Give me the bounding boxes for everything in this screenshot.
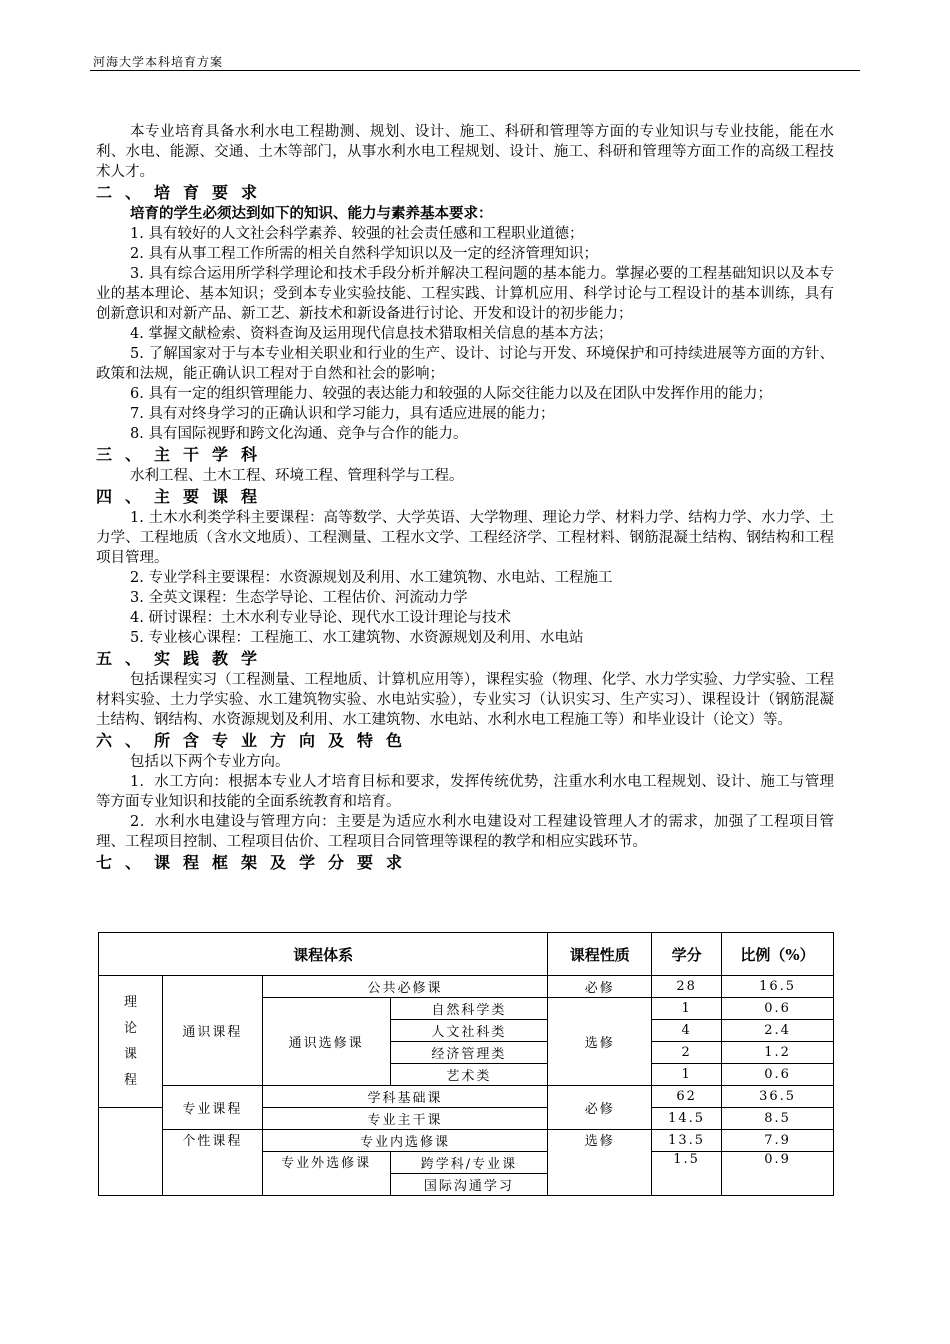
course-item: 1. 土木水利类学科主要课程：高等数学、大学英语、大学物理、理论力学、材料力学、结构力学、水力学、土力学、工程地质（含水文地质）、工程测量、工程水文学、工程经济学、工程材料、钢筋混凝土结构、钢结构和工程项目管理。: [96, 510, 834, 566]
header-system: 课程体系: [99, 933, 548, 976]
ratio-economics: 1.2: [722, 1042, 834, 1064]
section-5-text: 包括课程实习（工程测量、工程地质、计算机应用等），课程实验（物理、化学、水力学实验、力学实验、工程材料实验、土力学实验、水工建筑物实验、水电站实验），专业实习（认识实习、生产实习）、课程设计（钢筋混凝土结构、钢结构、水资源规划及利用、水工建筑物、水电站、水利水电工程施工等）和毕业设计（论文）等。: [96, 672, 834, 728]
ratio-basic: 36.5: [722, 1086, 834, 1108]
credits-humanities: 4: [652, 1020, 722, 1042]
main-course: 专业主干课: [262, 1108, 548, 1130]
credits-arts: 1: [652, 1064, 722, 1086]
credit-table: [98, 932, 834, 1196]
section-6-lead: 包括以下两个专业方向。: [130, 754, 290, 770]
credits-natural: 1: [652, 998, 722, 1020]
credits-basic: 62: [652, 1086, 722, 1108]
table-row: [99, 976, 834, 998]
table-row: [99, 1130, 834, 1152]
requirement-item: 4. 掌握文献检索、资料查询及运用现代信息技术猎取相关信息的基本方法；: [130, 326, 613, 342]
inner-elective: 专业内选修课: [262, 1130, 548, 1152]
running-header: 河海大学本科培育方案: [93, 55, 224, 69]
credits-inner: 13.5: [652, 1130, 722, 1152]
sub-arts: 艺术类: [390, 1064, 548, 1086]
credits-main: 14.5: [652, 1108, 722, 1130]
nature-elective: 选修: [548, 998, 652, 1086]
requirement-item: 7. 具有对终身学习的正确认识和学习能力，具有适应进展的能力；: [130, 406, 555, 422]
sub-economics: 经济管理类: [390, 1042, 548, 1064]
group-theory: [99, 976, 163, 1108]
course-item: 5. 专业核心课程：工程施工、水工建筑物、水资源规划及利用、水电站: [130, 630, 584, 646]
ratio-natural: 0.6: [722, 998, 834, 1020]
nature-elective-2: 选修: [548, 1130, 652, 1196]
header-ratio: 比例（%）: [722, 933, 834, 976]
ratio-humanities: 2.4: [722, 1020, 834, 1042]
ratio-main: 8.5: [722, 1108, 834, 1130]
group-blank: [99, 1130, 163, 1196]
intro-paragraph: 本专业培育具备水利水电工程勘测、规划、设计、施工、科研和管理等方面的专业知识与专业技能，能在水利、水电、能源、交通、土木等部门，从事水利水电工程规划、设计、施工、科研和管理等方面工作的高级工程技术人才。: [96, 124, 834, 180]
section-5-heading: 五、实践教学: [96, 649, 271, 668]
ratio-outer: 0.9: [722, 1152, 834, 1196]
section-6-heading: 六、所含专业方向及特色: [96, 731, 416, 750]
course-item: 4. 研讨课程：土木水利专业导论、现代水工设计理论与技术: [130, 610, 511, 626]
ratio-public: 16.5: [722, 976, 834, 998]
section-3-heading: 三、主干学科: [96, 445, 271, 464]
cross-discipline: 跨学科/专业课: [390, 1152, 548, 1174]
direction-item: 2．水利水电建设与管理方向：主要是为适应水利水电建设对工程建设管理人才的需求，加强了工程项目管理、工程项目控制、工程项目估价、工程项目合同管理等课程的教学和相应实践环节。: [96, 814, 834, 850]
general-course: 通识课程: [162, 976, 262, 1086]
public-required: 公共必修课: [262, 976, 548, 998]
requirement-item: 5. 了解国家对于与本专业相关职业和行业的生产、设计、讨论与开发、环境保护和可持续进展等方面的方针、政策和法规，能正确认识工程对于自然和社会的影响；: [96, 346, 834, 382]
section-7-heading: 七、课程框架及学分要求: [96, 853, 416, 872]
direction-item: 1．水工方向：根据本专业人才培育目标和要求，发挥传统优势，注重水利水电工程规划、设计、施工与管理等方面专业知识和技能的全面系统教育和培育。: [96, 774, 834, 810]
outer-elective: 专业外选修课: [262, 1152, 390, 1196]
sub-natural: 自然科学类: [390, 998, 548, 1020]
requirement-item: 3. 具有综合运用所学科学理论和技术手段分析并解决工程问题的基本能力。掌握必要的工程基础知识以及本专业的基本理论、基本知识；受到本专业实验技能、工程实践、计算机应用、科学讨论与工程设计的基本训练，具有创新意识和对新产品、新工艺、新技术和新设备进行讨论、开发和设计的初步能力；: [96, 266, 834, 322]
section-3-text: 水利工程、土木工程、环境工程、管理科学与工程。: [130, 468, 464, 484]
nature-required-2: 必修: [548, 1086, 652, 1130]
requirement-item: 2. 具有从事工程工作所需的相关自然科学知识以及一定的经济管理知识；: [130, 246, 598, 262]
course-item: 2. 专业学科主要课程：水资源规划及利用、水工建筑物、水电站、工程施工: [130, 570, 613, 586]
requirement-item: 6. 具有一定的组织管理能力、较强的表达能力和较强的人际交往能力以及在团队中发挥作用的能力；: [130, 386, 772, 402]
table-header-row: [99, 933, 834, 976]
credits-public: 28: [652, 976, 722, 998]
document-body: [96, 122, 834, 874]
section-2-heading: 二、培育要求: [96, 183, 271, 202]
intl-communication: 国际沟通学习: [390, 1174, 548, 1196]
group-theory-label: 理论课程: [123, 994, 137, 1088]
general-elective: 通识选修课: [262, 998, 390, 1086]
group-blank: [99, 1108, 163, 1130]
table-row: [99, 1086, 834, 1108]
sub-humanities: 人文社科类: [390, 1020, 548, 1042]
header-credits: 学分: [652, 933, 722, 976]
credits-economics: 2: [652, 1042, 722, 1064]
ratio-arts: 0.6: [722, 1064, 834, 1086]
header-nature: 课程性质: [548, 933, 652, 976]
credits-outer: 1.5: [652, 1152, 722, 1196]
course-item: 3. 全英文课程：生态学导论、工程估价、河流动力学: [130, 590, 468, 606]
section-4-heading: 四、主要课程: [96, 487, 271, 506]
personal-course: 个性课程: [162, 1130, 262, 1196]
ratio-inner: 7.9: [722, 1130, 834, 1152]
professional-course: 专业课程: [162, 1086, 262, 1130]
basic-course: 学科基础课: [262, 1086, 548, 1108]
header-rule: [90, 70, 860, 71]
requirement-item: 1. 具有较好的人文社会科学素养、较强的社会责任感和工程职业道德；: [130, 226, 584, 242]
nature-required: 必修: [548, 976, 652, 998]
requirement-item: 8. 具有国际视野和跨文化沟通、竞争与合作的能力。: [130, 426, 468, 442]
section-2-lead: 培育的学生必须达到如下的知识、能力与素养基本要求：: [130, 205, 493, 222]
